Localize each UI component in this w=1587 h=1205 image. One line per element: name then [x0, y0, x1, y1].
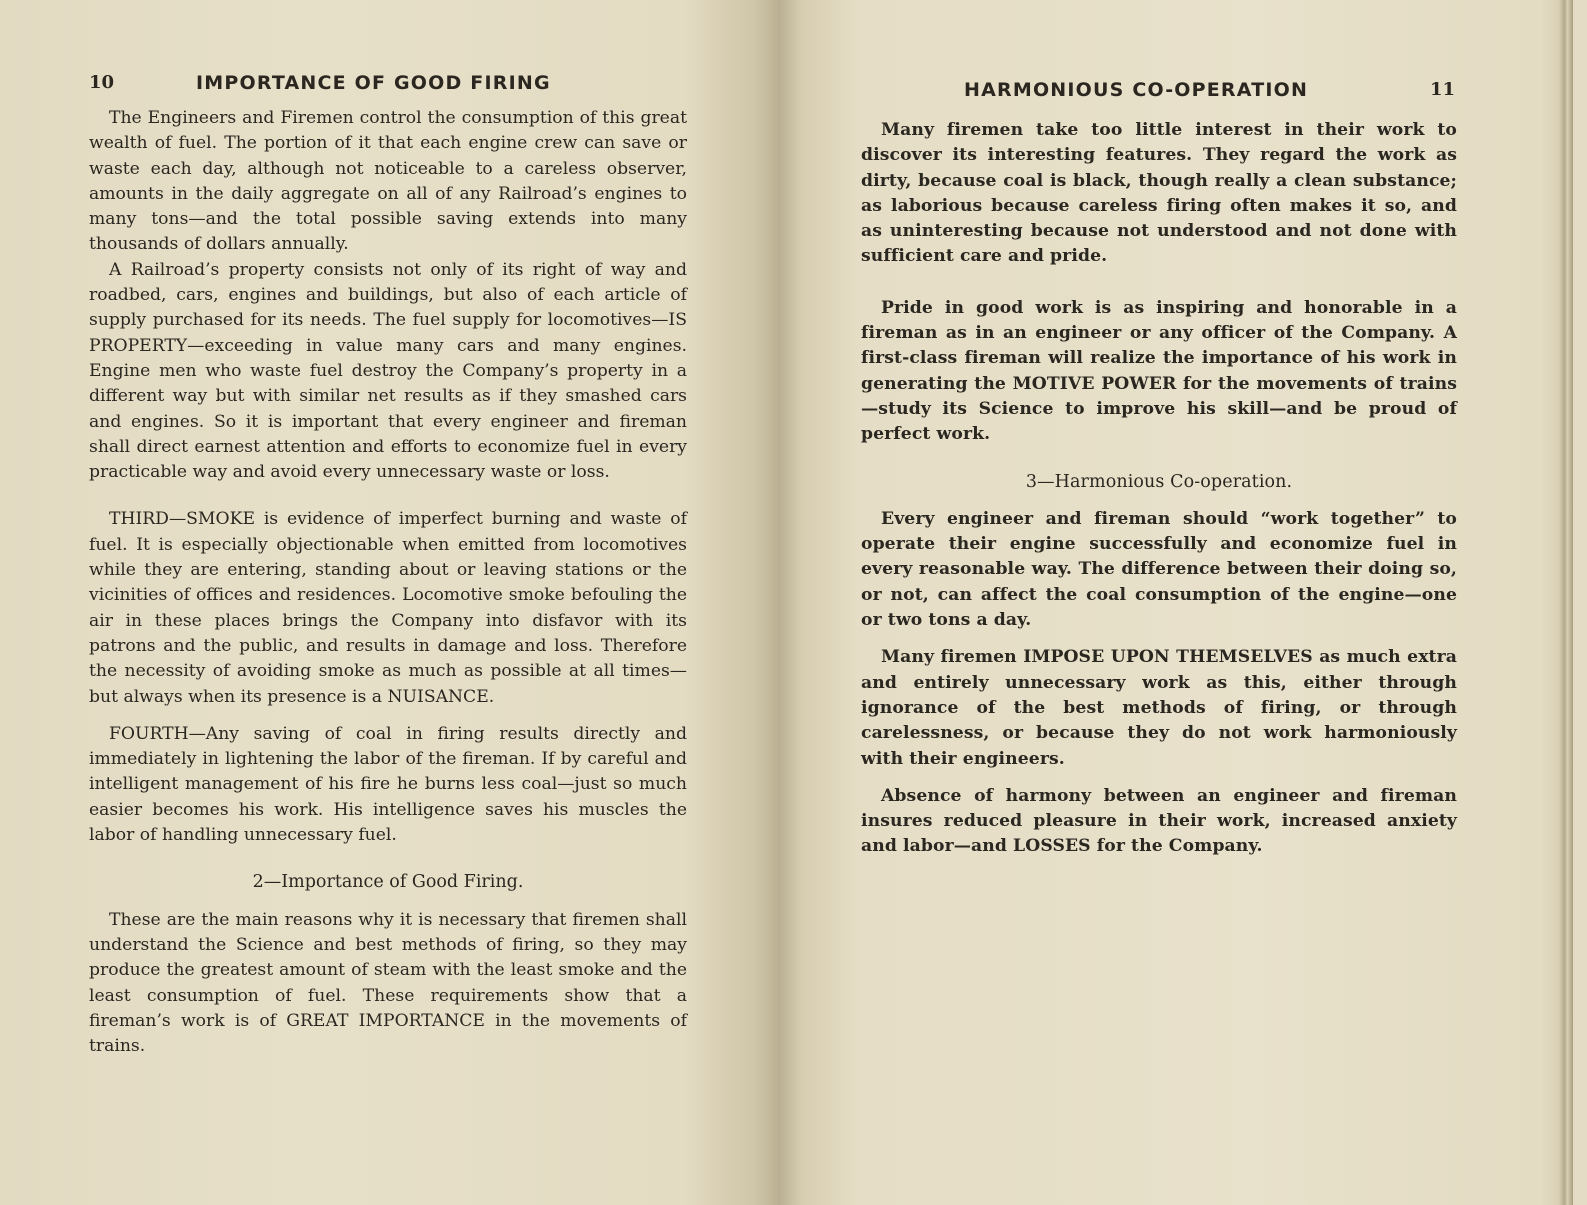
running-head-right: HARMONIOUS CO-OPERATION	[964, 79, 1309, 101]
section-heading: 3—Harmonious Co-operation.	[1025, 471, 1293, 492]
section-heading: 2—Importance of Good Firing.	[252, 872, 524, 893]
paragraph: Pride in good work is as inspiring and honorable in a fireman as in an engineer or any officer of the Company. A first-class fireman will realize the importance of his work in generating the MOTIVE POWER for the movements of trains —study its Science to improve his skill—and be proud of perfect work.	[861, 297, 1457, 445]
paragraph: The Engineers and Firemen control the consumption of this great wealth of fuel. The portion of it that each engine crew can save or waste each day, although not noticeable to a careless observer, amounts in the daily aggregate on all of any Railroad’s engines to many tons—and the total possible saving extends into many thousands of dollars annually.	[89, 108, 687, 255]
paragraph: THIRD—SMOKE is evidence of imperfect burning and waste of fuel. It is especially objectionable when emitted from locomotives while they are entering, standing about or leaving stations or the vicinities of offices and residences. Locomotive smoke befouling the air in these places brings the Company into disfavor with its patrons and the public, and results in damage and loss. Therefore the necessity of avoiding smoke as much as possible at all times—but always when its presence is a NUISANCE.	[89, 509, 687, 707]
paragraph: These are the main reasons why it is necessary that firemen shall understand the Science and best methods of firing, so they may produce the greatest amount of steam with the least smoke and the least consumption of fuel. These requirements show that a fireman’s work is of GREAT IMPORTANCE in the movements of trains.	[89, 909, 687, 1057]
paragraph: A Railroad’s property consists not only of its right of way and roadbed, cars, engines and buildings, but also of each article of supply purchased for its needs. The fuel supply for locomotives—IS PROPERTY—exceeding in value many cars and many engines. Engine men who waste fuel destroy the Company’s property in a different way but with similar net results as if they smashed cars and engines. So it is important that every engineer and fireman shall direct earnest attention and efforts to economize fuel in every practicable way and avoid every unnecessary waste or loss.	[89, 259, 687, 483]
paragraph: Absence of harmony between an engineer and fireman insures reduced pleasure in their work, increased anxiety and labor—and LOSSES for the Company.	[861, 785, 1457, 857]
right-page	[778, 0, 1573, 1205]
page-number-right: 11	[1430, 79, 1456, 100]
page-edge	[1559, 0, 1573, 1205]
paragraph: FOURTH—Any saving of coal in firing results directly and immediately in lightening the labor of the fireman. If by careful and intelligent management of his fire he burns less coal—just so much easier becomes his work. His intelligence saves his muscles the labor of handling unnecessary fuel.	[89, 723, 687, 846]
paragraph: Every engineer and fireman should “work together” to operate their engine successfully and economize fuel in every reasonable way. The difference between their doing so, or not, can affect the coal consumption of the engine—one or two tons a day.	[861, 508, 1457, 631]
right-page-body	[861, 118, 1457, 860]
left-page	[0, 0, 778, 1205]
running-head-left: IMPORTANCE OF GOOD FIRING	[196, 72, 551, 94]
page-number-left: 10	[89, 72, 115, 93]
paragraph: Many firemen IMPOSE UPON THEMSELVES as much extra and entirely unnecessary work as this, either through ignorance of the best methods of firing, or through carelessness, or because they do not work harmoniously with their engineers.	[861, 647, 1457, 769]
book-gutter	[773, 0, 775, 1205]
paragraph: Many firemen take too little interest in their work to discover its interesting features. They regard the work as dirty, because coal is black, though really a clean substance; as laborious because careless firing often makes it so, and as uninteresting because not understood and not done with sufficient care and pride.	[861, 120, 1457, 267]
left-page-body	[89, 106, 687, 1059]
